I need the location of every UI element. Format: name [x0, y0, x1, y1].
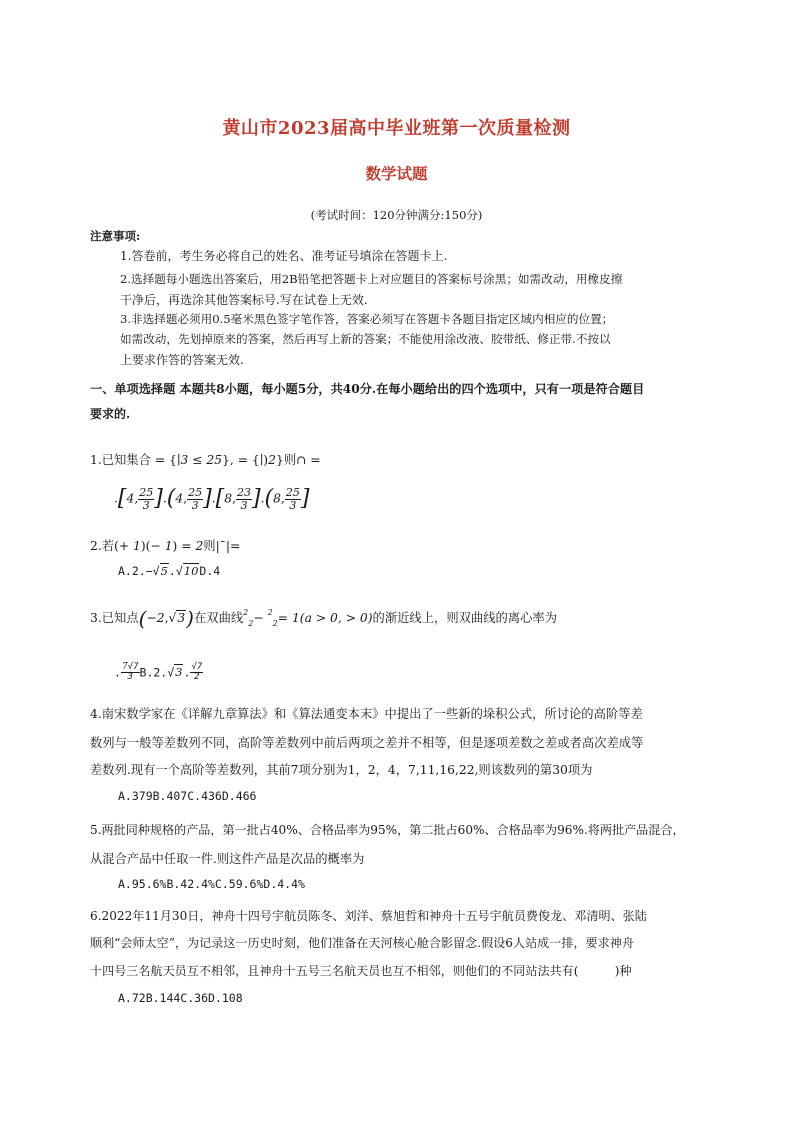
note-item-3-line-3: 上要求作答的答案无效. — [120, 353, 244, 367]
section-heading-line-1: 一、单项选择题 本题共8小题，每小题5分，共40分.在每小题给出的四个选项中，只有一项是符合题目 — [90, 382, 645, 396]
question-5-line-1: 5.两批同种规格的产品，第一批占40%、合格品率为95%，第二批占60%、合格品率为96%.将两批产品混合， — [90, 823, 685, 837]
document-subtitle: 数学试题 — [365, 164, 428, 183]
question-1-stem: 1.已知集合 = {∣3 ≤ 25}, = {∣)2}则∩ = — [90, 453, 321, 467]
question-2-stem: 2.若(+ 1)(− 1) = 2则|¯|= — [90, 539, 241, 553]
question-4-line-2: 数列与一般等差数列不同，高阶等差数列中前后两项之差并不相等，但是逐项差数之差或者高次差成等 — [90, 736, 644, 750]
note-item-1: 1.答卷前，考生务必将自己的姓名、准考证号填涂在答题卡上. — [120, 249, 448, 263]
document-title: 黄山市2023届高中毕业班第一次质量检测 — [222, 118, 571, 139]
question-3-options: . $\frac{7√7}{3}$ B.2.√3. $\frac{√7}{2}$ — [114, 662, 203, 683]
question-6-line-1: 6.2022年11月30日，神舟十四号宇航员陈冬、刘洋、蔡旭哲和神舟十五号宇航员费俊龙、邓清明、张陆 — [90, 909, 647, 923]
exam-info: (考试时间：120分钟满分:150分) — [310, 208, 483, 222]
note-item-2-line-1: 2.选择题每小题选出答案后，用2B铅笔把答题卡上对应题目的答案标号涂黑；如需改动，用橡皮擦 — [120, 272, 623, 286]
question-4-options: A.379B.407C.436D.466 — [118, 789, 257, 803]
question-5-line-2: 从混合产品中任取一件.则这件产品是次品的概率为 — [90, 852, 365, 866]
question-4-line-3: 差数列.现有一个高阶等差数列，其前7项分别为1，2，4，7,11,16,22,则该数列的第30项为 — [90, 763, 593, 777]
question-6-line-2: 顺利“会师太空”，为记录这一历史时刻，他们准备在天河核心舱合影留念.假设6人站成一排，要求神舟 — [90, 936, 634, 950]
note-item-3-line-1: 3.非选择题必须用0.5毫米黑色签字笔作答，答案必须写在答题卡各题目指定区域内相应的位置； — [120, 312, 614, 326]
notes-heading: 注意事项: — [90, 229, 141, 243]
question-6-line-3: 十四号三名航天员互不相邻，且神舟十五号三名航天员也互不相邻，则他们的不同站法共有( )种 — [90, 964, 632, 978]
question-6-options: A.72B.144C.36D.108 — [118, 991, 243, 1005]
question-5-options: A.95.6%B.42.4%C.59.6%D.4.4% — [118, 877, 305, 891]
question-4-line-1: 4.南宋数学家在《详解九章算法》和《算法通变本末》中提出了一些新的垛积公式，所讨论的高阶等差 — [90, 707, 643, 721]
question-3-stem: 3.已知点(−2,√3)在双曲线$^2_2$− $^2_2$= 1(a > 0, > 0)的渐近线上，则双曲线的离心率为 — [90, 606, 557, 631]
question-2-options: A.2.−√5.√10D.4 — [118, 564, 221, 578]
section-heading-line-2: 要求的. — [90, 407, 131, 421]
question-1-options: .[4, $\frac{25}{3}$ ].(4, $\frac{25}{3}$ ].[8, $\frac{23}{3}$ ].(8, $\frac{25}{3}$ ] — [114, 486, 310, 512]
note-item-3-line-2: 如需改动，先划掉原来的答案，然后再写上新的答案；不能使用涂改液、胶带纸、修正带.不按以 — [120, 332, 611, 346]
note-item-2-line-2: 干净后，再选涂其他答案标号.写在试卷上无效. — [120, 293, 368, 307]
